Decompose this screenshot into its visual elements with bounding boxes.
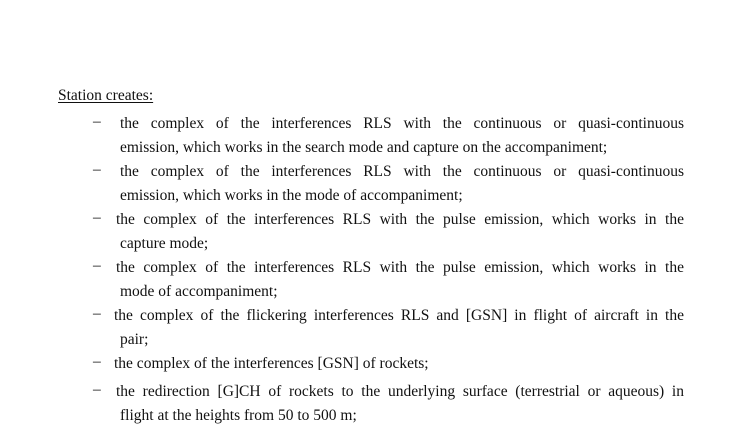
list-item-line-1: the complex of the interferences RLS with the pulse emission, which works in the [116,259,684,276]
list-item-line-2: capture mode; [120,235,209,252]
list-item-line-1: the complex of the interferences [GSN] of rockets; [114,355,429,372]
section-heading: Station creates: [58,87,154,104]
list-item-line-2: emission, which works in the search mode and capture on the accompaniment; [120,139,608,156]
bullet-dash: – [93,381,101,398]
list-item-line-2: flight at the heights from 50 to 500 m; [120,407,357,424]
bullet-dash: – [93,113,101,130]
list-item-text [114,352,678,376]
list-item-line-1: the complex of the interferences RLS with the continuous or quasi-continuous [120,163,684,180]
list-item-line-1: the complex of the interferences RLS with the pulse emission, which works in the [116,211,684,228]
bullet-dash: – [93,161,101,178]
list-item-text [116,380,684,428]
list-item-text [116,208,684,256]
list-item-line-1: the complex of the interferences RLS with the continuous or quasi-continuous [120,115,684,132]
list-item-line-1: the complex of the flickering interferences RLS and [GSN] in flight of aircraft in the [114,307,684,324]
list-item-text [116,256,684,304]
list-item-line-2: mode of accompaniment; [120,283,278,300]
bullet-dash: – [93,353,101,370]
list-item-text [114,304,684,352]
list-item-text [120,112,684,160]
list-item-line-2: emission, which works in the mode of accompaniment; [120,187,463,204]
bullet-dash: – [93,209,101,226]
bullet-dash: – [93,305,101,322]
list-item-line-1: the redirection [G]CH of rockets to the underlying surface (terrestrial or aqueous) in [116,383,684,400]
list-item-line-2: pair; [120,331,149,348]
bullet-dash: – [93,257,101,274]
list-item-text [120,160,684,208]
